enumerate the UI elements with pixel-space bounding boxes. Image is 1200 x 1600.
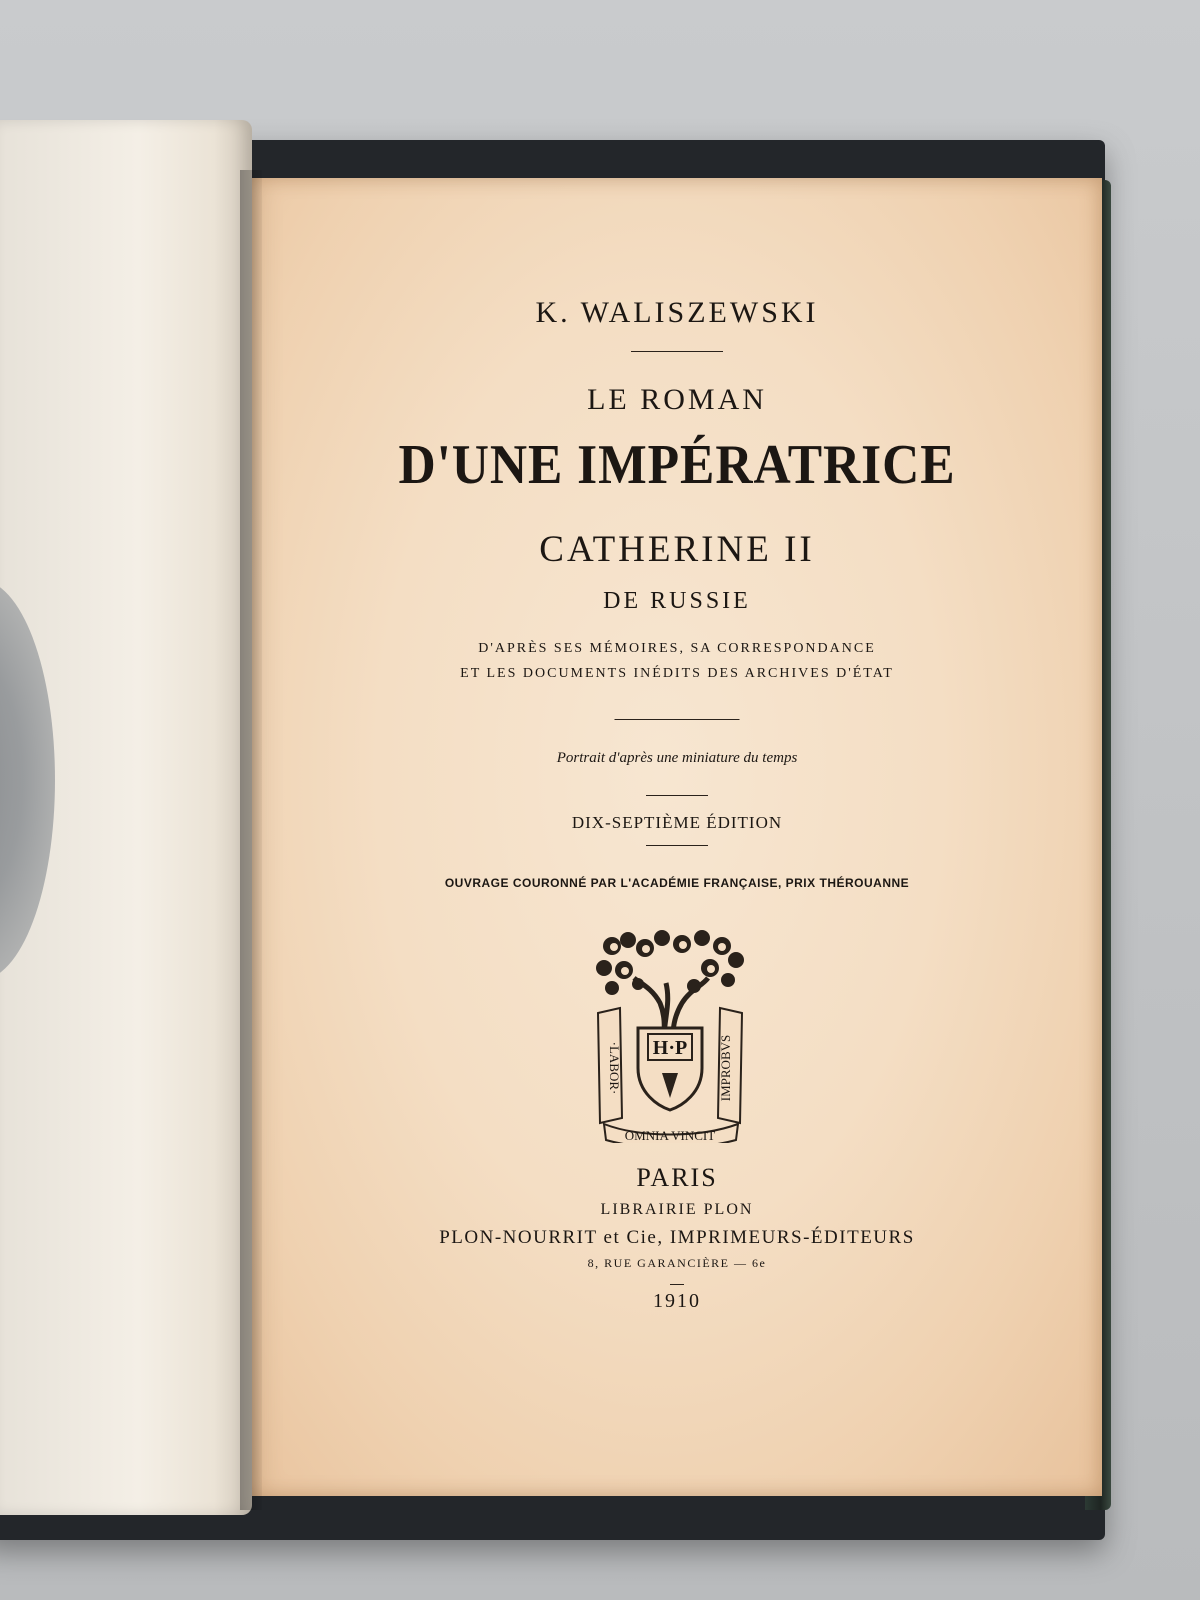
publisher-name: LIBRAIRIE PLON	[600, 1201, 754, 1218]
award-note: OUVRAGE COURONNÉ PAR L'ACADÉMIE FRANÇAISE, PRIX THÉROUANNE	[444, 876, 910, 890]
publisher-address: 8, RUE GARANCIÈRE — 6e	[587, 1256, 767, 1270]
author-name: K. WALISZEWSKI	[535, 296, 819, 329]
printers-line: PLON-NOURRIT et Cie, IMPRIMEURS-ÉDITEURS	[439, 1227, 915, 1248]
emblem-monogram: H·P	[652, 1037, 688, 1059]
publisher-emblem-icon	[590, 928, 750, 1143]
frontispiece-portrait-shadow	[0, 580, 55, 980]
emblem-motto-bottom: OMNIA VINCIT	[624, 1128, 716, 1143]
divider-rule	[646, 795, 708, 796]
divider-rule	[670, 1284, 684, 1285]
subject-name: CATHERINE II	[539, 529, 815, 570]
emblem-motto-left: ·LABOR·	[607, 1041, 622, 1095]
left-page-tissue-guard	[0, 120, 252, 1515]
title-page	[252, 178, 1102, 1496]
publication-city: PARIS	[636, 1163, 718, 1192]
divider-rule	[646, 845, 708, 846]
divider-rule	[631, 351, 723, 352]
subtitle: LE ROMAN	[587, 383, 767, 416]
emblem-motto-right: IMPROBVS	[718, 1034, 733, 1102]
description-line-1: D'APRÈS SES MÉMOIRES, SA CORRESPONDANCE	[478, 641, 876, 656]
subject-country: DE RUSSIE	[603, 588, 751, 614]
book-gutter	[240, 170, 262, 1510]
main-title: D'UNE IMPÉRATRICE	[398, 434, 956, 496]
divider-rule	[615, 719, 740, 720]
publication-year: 1910	[653, 1290, 701, 1312]
portrait-note: Portrait d'après une miniature du temps	[556, 750, 798, 766]
edition-label: DIX-SEPTIÈME ÉDITION	[571, 813, 783, 832]
description-line-2: ET LES DOCUMENTS INÉDITS DES ARCHIVES D'ÉTAT	[460, 666, 894, 681]
